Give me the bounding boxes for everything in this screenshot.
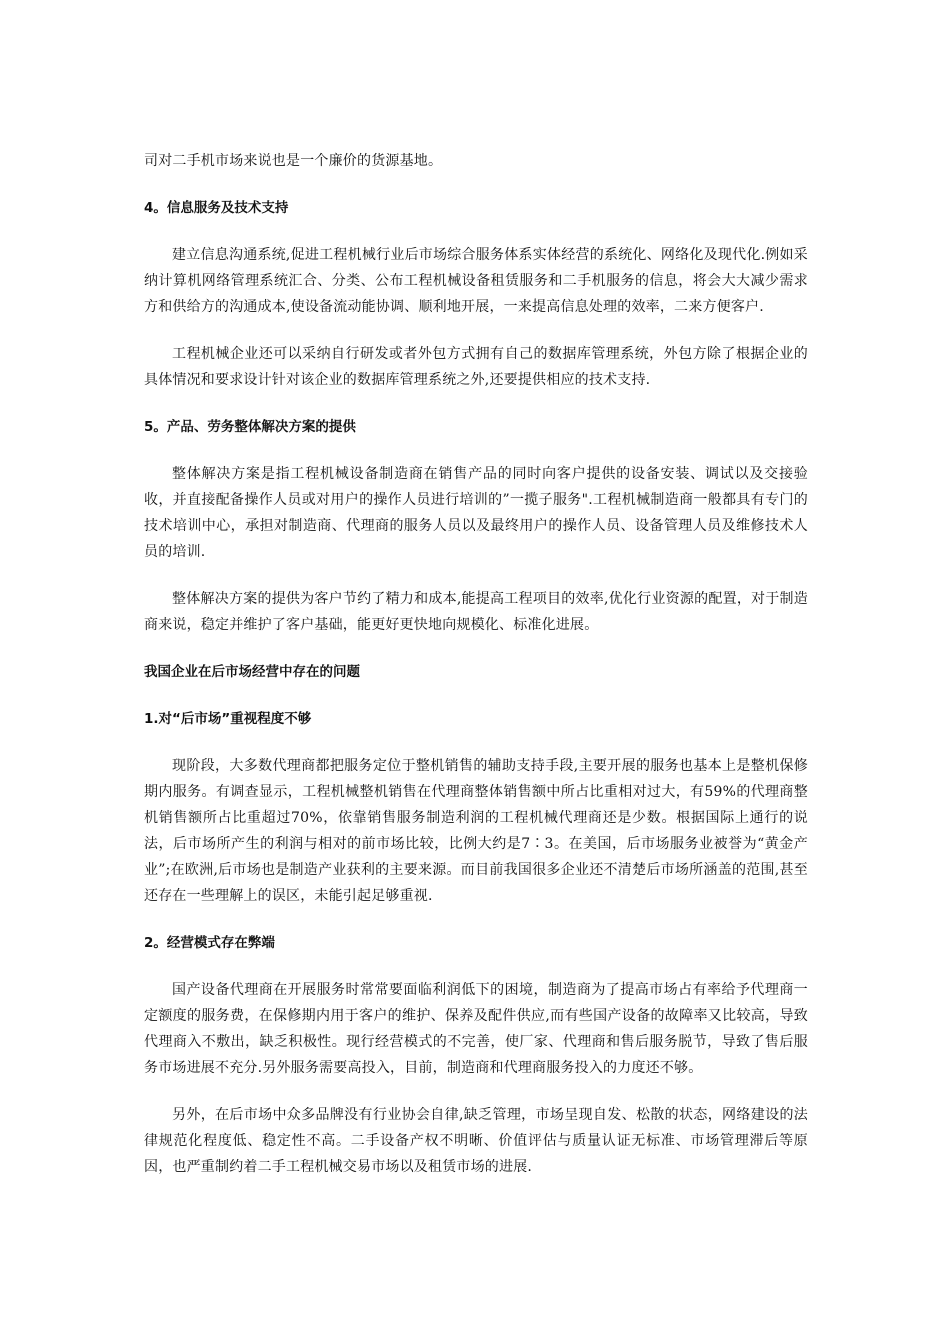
section-heading-business-model: 2。经营模式存在弊端: [144, 935, 275, 951]
paragraph-current-stage: 现阶段，大多数代理商都把服务定位于整机销售的辅助支持手段,主要开展的服务也基本上是整机保修期内服务。有调查显示，工程机械整机销售在代理商整体销售额中所占比重相对过大，有59%的代理商整机销售额所占比重超过70%，依靠销售服务制造利润的工程机械代理商还是少数。根据国际上通行的说法，后市场所产生的利润与相对的前市场比较，比例大约是7∶3。在美国，后市场服务业被誉为“黄金产业”;在欧洲,后市场也是制造产业获利的主要来源。而目前我国很多企业还不清楚后市场所涵盖的范围,甚至还存在一些理解上的误区，未能引起足够重视.: [144, 758, 808, 904]
paragraph-solution-definition: 整体解决方案是指工程机械设备制造商在销售产品的同时向客户提供的设备安装、调试以及交接验收，并直接配备操作人员或对用户的操作人员进行培训的”一揽子服务".工程机械制造商一般都具有专门的技术培训中心，承担对制造商、代理商的服务人员以及最终用户的操作人员、设备管理人员及维修技术人员的培训.: [144, 466, 808, 560]
section-heading-solutions: 5。产品、劳务整体解决方案的提供: [144, 419, 356, 435]
section-heading-aftermarket-neglect: 1.对“后市场”重视程度不够: [144, 711, 312, 727]
paragraph-database-system: 工程机械企业还可以采纳自行研发或者外包方式拥有自己的数据库管理系统，外包方除了根据企业的具体情况和要求设计针对该企业的数据库管理系统之外,还要提供相应的技术支持.: [144, 346, 808, 388]
paragraph-continuation: 司对二手机市场来说也是一个廉价的货源基地。: [144, 153, 443, 169]
paragraph-domestic-dealers: 国产设备代理商在开展服务时常常要面临利润低下的困境，制造商为了提高市场占有率给予代理商一定额度的服务费，在保修期内用于客户的维护、保养及配件供应,而有些国产设备的故障率又比较高，导致代理商入不敷出，缺乏积极性。现行经营模式的不完善，使厂家、代理商和售后服务脱节，导致了售后服务市场进展不充分.另外服务需要高投入，目前，制造商和代理商服务投入的力度还不够。: [144, 982, 808, 1076]
section-heading-info-service: 4。信息服务及技术支持: [144, 200, 289, 216]
paragraph-market-regulation: 另外，在后市场中众多品牌没有行业协会自律,缺乏管理，市场呈现自发、松散的状态，网络建设的法律规范化程度低、稳定性不高。二手设备产权不明晰、价值评估与质量认证无标准、市场管理滞后等原因，也严重制约着二手工程机械交易市场以及租赁市场的进展.: [144, 1107, 808, 1175]
document-body: [144, 148, 808, 1201]
paragraph-info-system: 建立信息沟通系统,促进工程机械行业后市场综合服务体系实体经营的系统化、网络化及现代化.例如采纳计算机网络管理系统汇合、分类、公布工程机械设备租赁服务和二手机服务的信息，将会大大减少需求方和供给方的沟通成本,使设备流动能协调、顺利地开展，一来提高信息处理的效率，二来方便客户.: [144, 247, 808, 315]
paragraph-solution-benefits: 整体解决方案的提供为客户节约了精力和成本,能提高工程项目的效率,优化行业资源的配置，对于制造商来说，稳定并维护了客户基础，能更好更快地向规模化、标准化进展。: [144, 591, 808, 633]
section-heading-problems: 我国企业在后市场经营中存在的问题: [144, 664, 360, 680]
